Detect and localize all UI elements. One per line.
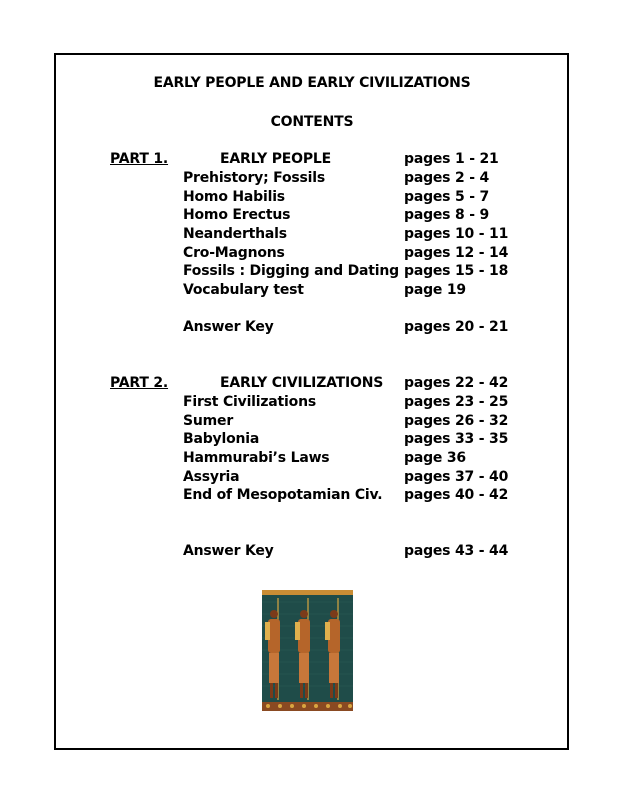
toc-item-pages: pages 12 - 14	[404, 245, 509, 261]
toc-item-pages: pages 37 - 40	[404, 469, 509, 485]
toc-item-pages: page 19	[404, 282, 466, 298]
part1-heading: EARLY PEOPLE	[220, 151, 332, 167]
toc-item-title: Fossils : Digging and Dating	[183, 263, 399, 279]
toc-item-pages: pages 5 - 7	[404, 189, 490, 205]
toc-item-title: Homo Erectus	[183, 207, 291, 223]
answer-key-pages: pages 20 - 21	[404, 319, 509, 335]
toc-item-pages: pages 26 - 32	[404, 413, 509, 429]
part1-heading-pages: pages 1 - 21	[404, 151, 499, 167]
part2-label: PART 2.	[110, 375, 169, 391]
persian-archers-frieze-image	[262, 590, 353, 711]
answer-key-title: Answer Key	[183, 319, 274, 335]
contents-heading: CONTENTS	[270, 114, 354, 130]
toc-item-pages: pages 8 - 9	[404, 207, 490, 223]
answer-key-title: Answer Key	[183, 543, 274, 559]
toc-item-pages: pages 2 - 4	[404, 170, 490, 186]
toc-item-title: Homo Habilis	[183, 189, 285, 205]
answer-key-pages: pages 43 - 44	[404, 543, 509, 559]
toc-item-title: Sumer	[183, 413, 234, 429]
toc-item-pages: pages 33 - 35	[404, 431, 509, 447]
toc-item-pages: page 36	[404, 450, 466, 466]
frieze-icon	[262, 590, 353, 711]
toc-item-title: Neanderthals	[183, 226, 287, 242]
part1-label: PART 1.	[110, 151, 169, 167]
toc-item-title: End of Mesopotamian Civ.	[183, 487, 383, 503]
part2-heading-pages: pages 22 - 42	[404, 375, 509, 391]
toc-item-title: Prehistory; Fossils	[183, 170, 325, 186]
toc-item-pages: pages 40 - 42	[404, 487, 509, 503]
toc-item-title: Vocabulary test	[183, 282, 304, 298]
document-title: EARLY PEOPLE AND EARLY CIVILIZATIONS	[153, 75, 471, 91]
toc-item-pages: pages 10 - 11	[404, 226, 509, 242]
toc-item-pages: pages 23 - 25	[404, 394, 509, 410]
toc-item-title: Assyria	[183, 469, 240, 485]
toc-item-title: Hammurabi’s Laws	[183, 450, 330, 466]
toc-item-title: Babylonia	[183, 431, 260, 447]
toc-item-title: First Civilizations	[183, 394, 316, 410]
toc-item-pages: pages 15 - 18	[404, 263, 509, 279]
toc-item-title: Cro-Magnons	[183, 245, 285, 261]
part2-heading: EARLY CIVILIZATIONS	[220, 375, 384, 391]
